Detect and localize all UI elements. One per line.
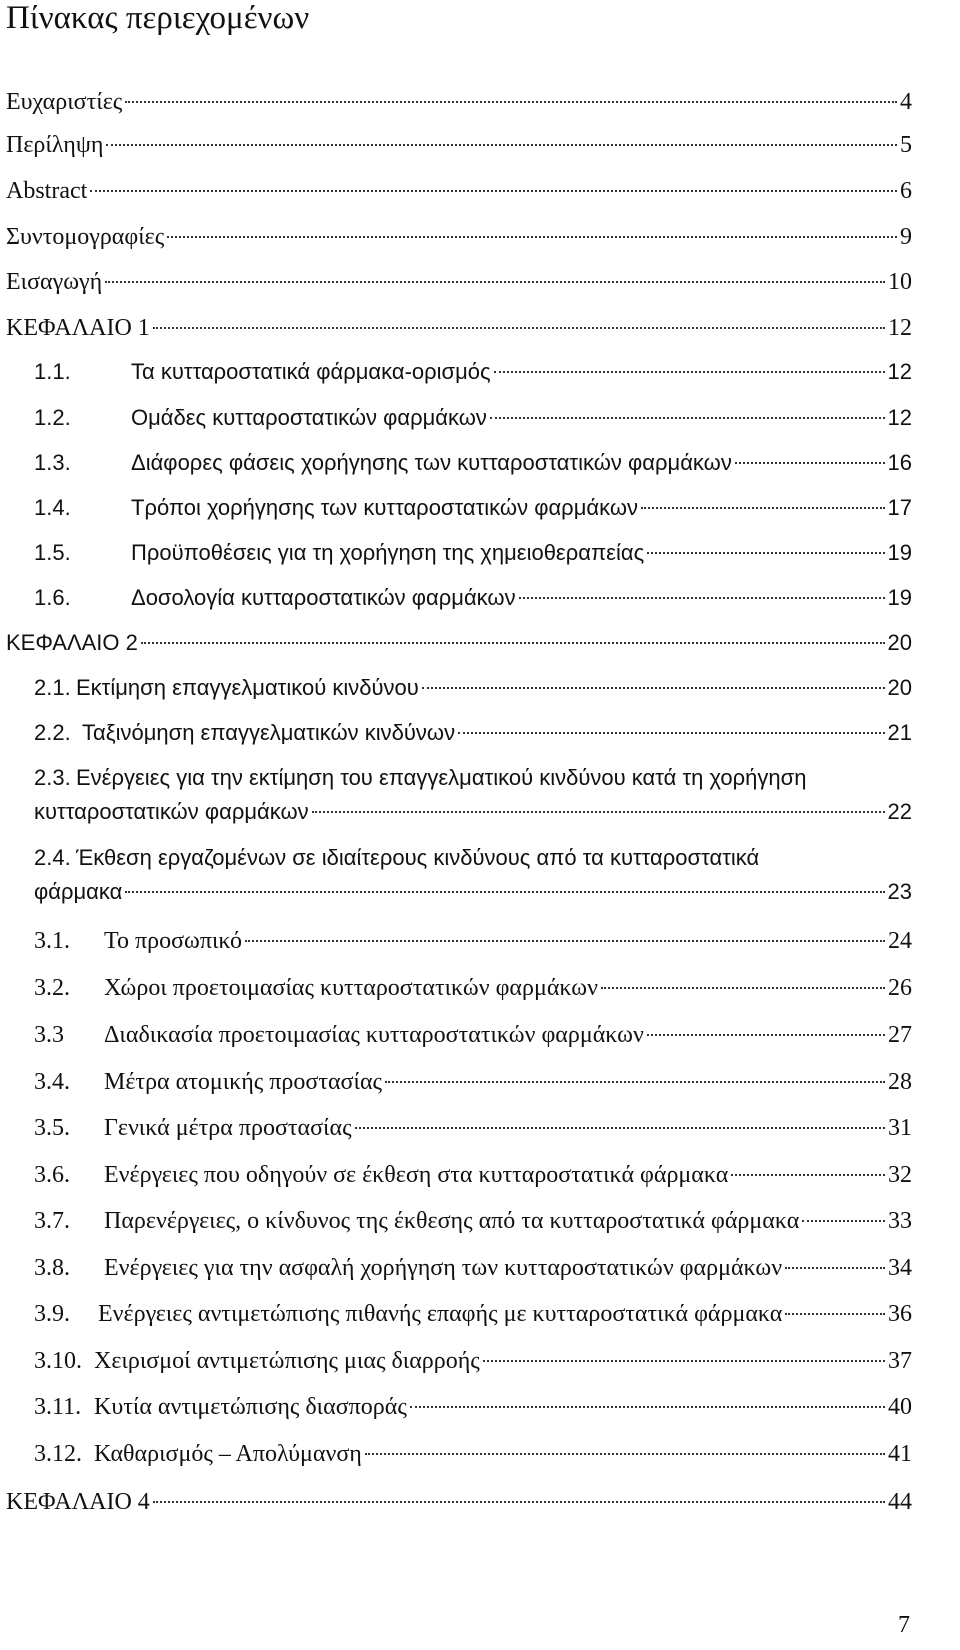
dot-leader — [153, 1500, 885, 1503]
toc-entry-title: Καθαρισμός – Απολύμανση — [94, 1441, 362, 1467]
toc-entry-number: 1.5. — [34, 540, 71, 565]
dot-leader — [410, 1405, 885, 1408]
toc-entry-continuation[interactable] — [34, 877, 912, 907]
toc-entry-number: 1.6. — [34, 585, 71, 610]
toc-entry-page: 34 — [888, 1255, 912, 1281]
toc-entry[interactable] — [34, 718, 912, 748]
dot-leader — [90, 189, 897, 192]
toc-entry-title: Ενέργειες που οδηγούν σε έκθεση στα κυτταροστατικά φάρμακα — [104, 1162, 729, 1188]
toc-entry-title: Τρόποι χορήγησης των κυτταροστατικών φαρμάκων — [131, 495, 638, 520]
page-title: Πίνακας περιεχομένων — [6, 0, 310, 36]
toc-entry-number: 3.7. — [34, 1208, 70, 1234]
toc-entry-title: Ταξινόμηση επαγγελματικών κινδύνων — [82, 720, 456, 745]
toc-entry-title: Χώροι προετοιμασίας κυτταροστατικών φαρμάκων — [104, 975, 598, 1001]
toc-entry-title: Ευχαριστίες — [6, 89, 123, 115]
toc-entry-page: 19 — [887, 540, 912, 565]
dot-leader — [106, 143, 897, 146]
dot-leader — [365, 1452, 885, 1455]
dot-leader — [141, 641, 885, 644]
toc-entry-title: Ενέργειες για την ασφαλή χορήγηση των κυτταροστατικών φαρμάκων — [104, 1255, 783, 1281]
toc-entry-number: 2.1. — [34, 675, 71, 700]
dot-leader — [647, 551, 884, 554]
toc-entry-number: 3.11. — [34, 1394, 82, 1420]
toc-entry-page: 24 — [888, 928, 912, 954]
toc-entry[interactable] — [6, 267, 912, 297]
toc-entry[interactable] — [34, 1253, 912, 1283]
toc-entry-number: 3.4. — [34, 1069, 70, 1095]
toc-entry-number: 3.9. — [34, 1301, 70, 1327]
dot-leader — [125, 100, 897, 103]
toc-entry[interactable] — [34, 1113, 912, 1143]
toc-entry-title: Προϋποθέσεις για τη χορήγηση της χημειοθεραπείας — [131, 540, 645, 565]
toc-entry[interactable] — [34, 843, 912, 873]
dot-leader — [355, 1126, 885, 1129]
toc-entry-page: 9 — [900, 224, 912, 250]
toc-entry[interactable] — [34, 1346, 912, 1376]
toc-entry-page: 36 — [888, 1301, 912, 1327]
toc-entry-page: 33 — [888, 1208, 912, 1234]
toc-entry[interactable] — [34, 357, 912, 387]
toc-entry-number: 2.2. — [34, 720, 71, 745]
dot-leader — [735, 461, 885, 464]
toc-entry-title: Abstract — [6, 178, 88, 204]
toc-entry[interactable] — [34, 1299, 912, 1329]
toc-entry-page: 6 — [900, 178, 912, 204]
toc-entry-title: Δοσολογία κυτταροστατικών φαρμάκων — [131, 585, 516, 610]
toc-entry[interactable] — [6, 222, 912, 252]
toc-entry-page: 20 — [887, 675, 912, 700]
toc-entry[interactable] — [6, 176, 912, 206]
toc-entry-page: 19 — [887, 585, 912, 610]
toc-entry-page: 22 — [887, 799, 912, 824]
toc-entry-title: Ενέργειες για την εκτίμηση του επαγγελματικού κινδύνου κατά τη χορήγηση — [76, 765, 807, 790]
toc-entry-page: 31 — [888, 1115, 912, 1141]
toc-entry-number: 1.3. — [34, 450, 71, 475]
toc-entry-number: 1.2. — [34, 405, 71, 430]
dot-leader — [483, 1359, 885, 1362]
toc-entry-page: 12 — [888, 315, 912, 341]
dot-leader — [647, 1033, 885, 1036]
toc-entry-number: 3.6. — [34, 1162, 70, 1188]
toc-entry-page: 28 — [888, 1069, 912, 1095]
toc-entry-title-continuation: κυτταροστατικών φαρμάκων — [34, 799, 309, 824]
dot-leader — [422, 686, 885, 689]
toc-entry-number: 2.3. — [34, 765, 71, 790]
toc-entry[interactable] — [34, 763, 912, 793]
dot-leader — [785, 1266, 885, 1269]
toc-entry-page: 27 — [888, 1022, 912, 1048]
toc-entry-number: 1.4. — [34, 495, 71, 520]
toc-entry[interactable] — [6, 628, 912, 658]
toc-entry[interactable] — [34, 1439, 912, 1469]
toc-entry-title: Εκτίμηση επαγγελματικού κινδύνου — [76, 675, 419, 700]
toc-entry[interactable] — [34, 1206, 912, 1236]
toc-entry-page: 40 — [888, 1394, 912, 1420]
toc-entry-continuation[interactable] — [34, 797, 912, 827]
dot-leader — [802, 1219, 885, 1222]
toc-entry-title: ΚΕΦΑΛΑΙΟ 1 — [6, 315, 150, 341]
dot-leader — [167, 235, 897, 238]
toc-entry-page: 12 — [887, 405, 912, 430]
toc-entry-number: 3.8. — [34, 1255, 70, 1281]
toc-entry-title: Γενικά μέτρα προστασίας — [104, 1115, 352, 1141]
dot-leader — [731, 1173, 885, 1176]
toc-entry[interactable] — [34, 673, 912, 703]
toc-entry-title: Ενέργειες αντιμετώπισης πιθανής επαφής με κυτταροστατικά φάρμακα — [98, 1301, 783, 1327]
dot-leader — [519, 596, 885, 599]
toc-entry-number: 3.5. — [34, 1115, 70, 1141]
toc-entry-title: ΚΕΦΑΛΑΙΟ 4 — [6, 1489, 150, 1515]
toc-entry[interactable] — [34, 1160, 912, 1190]
dot-leader — [125, 890, 884, 893]
toc-entry[interactable] — [34, 583, 912, 613]
dot-leader — [494, 370, 885, 373]
dot-leader — [458, 731, 884, 734]
toc-entry-title: Έκθεση εργαζομένων σε ιδιαίτερους κινδύνους από τα κυτταροστατικά — [76, 845, 760, 870]
toc-entry-page: 5 — [900, 132, 912, 158]
toc-entry-title: Περίληψη — [6, 132, 104, 158]
toc-entry-title: Ομάδες κυτταροστατικών φαρμάκων — [131, 405, 487, 430]
toc-entry-number: 3.1. — [34, 928, 70, 954]
toc-entry-page: 20 — [887, 630, 912, 655]
toc-entry[interactable] — [34, 538, 912, 568]
dot-leader — [601, 986, 885, 989]
dot-leader — [490, 416, 885, 419]
toc-entry-number: 2.4. — [34, 845, 71, 870]
toc-entry-title: Χειρισμοί αντιμετώπισης μιας διαρροής — [94, 1348, 480, 1374]
toc-entry-page: 21 — [887, 720, 912, 745]
toc-entry-title: Διαδικασία προετοιμασίας κυτταροστατικών φαρμάκων — [104, 1022, 644, 1048]
toc-entry-title: Τα κυτταροστατικά φάρμακα-ορισμός — [131, 359, 491, 384]
toc-entry-page: 41 — [888, 1441, 912, 1467]
dot-leader — [641, 506, 885, 509]
toc-entry-page: 17 — [887, 495, 912, 520]
toc-entry[interactable] — [34, 926, 912, 956]
toc-entry-title: Παρενέργειες, ο κίνδυνος της έκθεσης από τα κυτταροστατικά φάρμακα — [104, 1208, 800, 1234]
toc-entry-page: 10 — [888, 269, 912, 295]
toc-entry-page: 23 — [887, 879, 912, 904]
page-number: 7 — [898, 1612, 910, 1638]
dot-leader — [153, 326, 885, 329]
toc-entry-title: Κυτία αντιμετώπισης διασποράς — [94, 1394, 407, 1420]
toc-entry[interactable] — [34, 1067, 912, 1097]
toc-entry[interactable] — [34, 493, 912, 523]
toc-entry[interactable] — [6, 130, 912, 160]
toc-entry-title: Εισαγωγή — [6, 269, 103, 295]
toc-entry-title: Διάφορες φάσεις χορήγησης των κυτταροστατικών φαρμάκων — [131, 450, 732, 475]
toc-entry-number: 1.1. — [34, 359, 71, 384]
toc-entry[interactable] — [6, 313, 912, 343]
toc-entry-number: 3.10. — [34, 1348, 82, 1374]
toc-entry[interactable] — [34, 448, 912, 478]
toc-entry-page: 32 — [888, 1162, 912, 1188]
toc-entry-number: 3.2. — [34, 975, 70, 1001]
dot-leader — [105, 280, 885, 283]
toc-entry[interactable] — [6, 87, 912, 117]
toc-entry-number: 3.12. — [34, 1441, 82, 1467]
toc-entry-title: ΚΕΦΑΛΑΙΟ 2 — [6, 630, 138, 655]
toc-entry-page: 26 — [888, 975, 912, 1001]
dot-leader — [245, 939, 885, 942]
toc-entry[interactable] — [34, 1020, 912, 1050]
toc-entry-title: Συντομογραφίες — [6, 224, 165, 250]
toc-entry-title: Μέτρα ατομικής προστασίας — [104, 1069, 383, 1095]
dot-leader — [312, 810, 885, 813]
toc-entry-page: 12 — [887, 359, 912, 384]
toc-entry[interactable] — [6, 1487, 912, 1517]
toc-entry-page: 37 — [888, 1348, 912, 1374]
toc-entry-page: 16 — [887, 450, 912, 475]
dot-leader — [385, 1080, 885, 1083]
toc-entry[interactable] — [34, 403, 912, 433]
toc-entry-title-continuation: φάρμακα — [34, 879, 123, 904]
toc-entry[interactable] — [34, 973, 912, 1003]
toc-entry-title: Το προσωπικό — [104, 928, 242, 954]
toc-entry[interactable] — [34, 1392, 912, 1422]
dot-leader — [785, 1312, 885, 1315]
toc-entry-page: 4 — [900, 89, 912, 115]
toc-entry-page: 44 — [888, 1489, 912, 1515]
toc-entry-number: 3.3 — [34, 1022, 64, 1048]
